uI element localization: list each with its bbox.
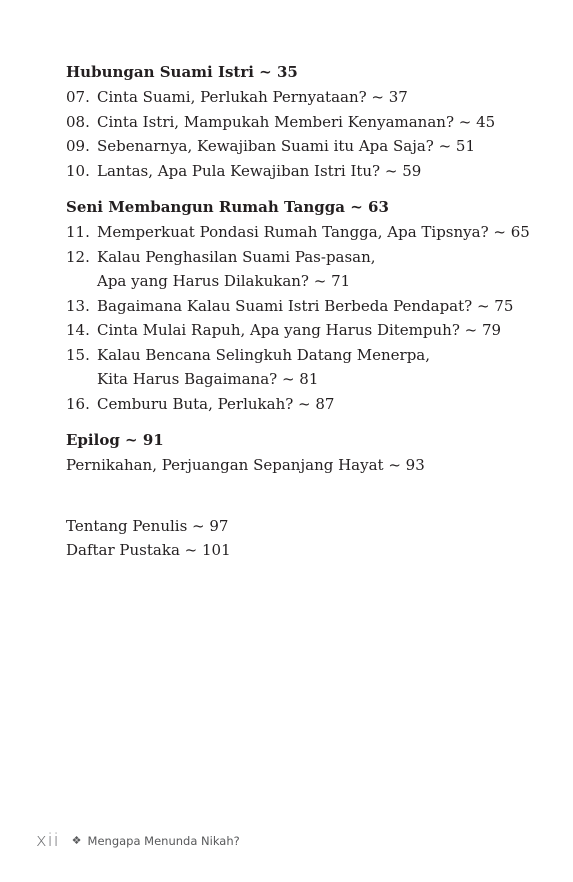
entry-number: 08. [66,112,90,131]
toc-entry [66,220,530,245]
entry-title: Cemburu Buta, Perlukah? ~ 87 [97,394,335,413]
entry-title-continuation: Apa yang Harus Dilakukan? ~ 71 [97,272,351,290]
section-heading: Hubungan Suami Istri ~ 35 [66,63,298,81]
entry-number: 13. [66,296,90,315]
entry-title: Memperkuat Pondasi Rumah Tangga, Apa Tipsnya? ~ 65 [97,223,530,241]
entry-number: 12. [66,247,90,266]
page-number: xii [36,830,60,851]
toc-entry [66,294,526,319]
toc-section-hubungan [66,60,526,183]
page-footer [36,830,240,851]
toc-entry [66,318,526,343]
toc-backmatter [66,514,526,563]
entry-title: Bagaimana Kalau Suami Istri Berbeda Pendapat? ~ 75 [97,296,514,315]
toc-entry [66,392,526,417]
backmatter-entry: Tentang Penulis ~ 97 [66,516,229,535]
section-heading: Epilog ~ 91 [66,431,164,449]
entry-title: Cinta Mulai Rapuh, Apa yang Harus Ditempuh? ~ 79 [97,321,502,339]
backmatter-entry: Daftar Pustaka ~ 101 [66,541,231,559]
toc-entry [66,85,526,110]
entry-number: 07. [66,88,90,106]
toc-entry [66,110,526,135]
table-of-contents [66,60,530,563]
toc-entry [66,134,526,159]
toc-entry [66,159,526,184]
toc-section-seni [66,195,530,416]
entry-title-continuation: Kita Harus Bagaimana? ~ 81 [97,370,319,388]
toc-entry [66,343,526,392]
entry-title: Cinta Istri, Mampukah Memberi Kenyamanan? ~ 45 [97,112,496,131]
entry-title: Cinta Suami, Perlukah Pernyataan? ~ 37 [97,88,408,106]
entry-title: Kalau Penghasilan Suami Pas-pasan, [97,247,376,266]
toc-entry [66,245,526,294]
entry-number: 16. [66,394,90,413]
diamond-bullet-icon: ❖ [71,834,82,847]
running-title: Mengapa Menunda Nikah? [87,833,240,848]
entry-number: 11. [66,223,90,241]
section-heading: Seni Membangun Rumah Tangga ~ 63 [66,198,389,216]
epilog-entry: Pernikahan, Perjuangan Sepanjang Hayat ~ 93 [66,456,425,474]
toc-section-epilog [66,428,526,478]
entry-number: 09. [66,137,90,155]
entry-number: 14. [66,321,90,339]
entry-title: Sebenarnya, Kewajiban Suami itu Apa Saja? ~ 51 [97,137,476,155]
entry-number: 15. [66,345,90,364]
entry-number: 10. [66,161,90,180]
entry-title: Lantas, Apa Pula Kewajiban Istri Itu? ~ 59 [97,161,422,180]
entry-title: Kalau Bencana Selingkuh Datang Menerpa, [97,345,431,364]
